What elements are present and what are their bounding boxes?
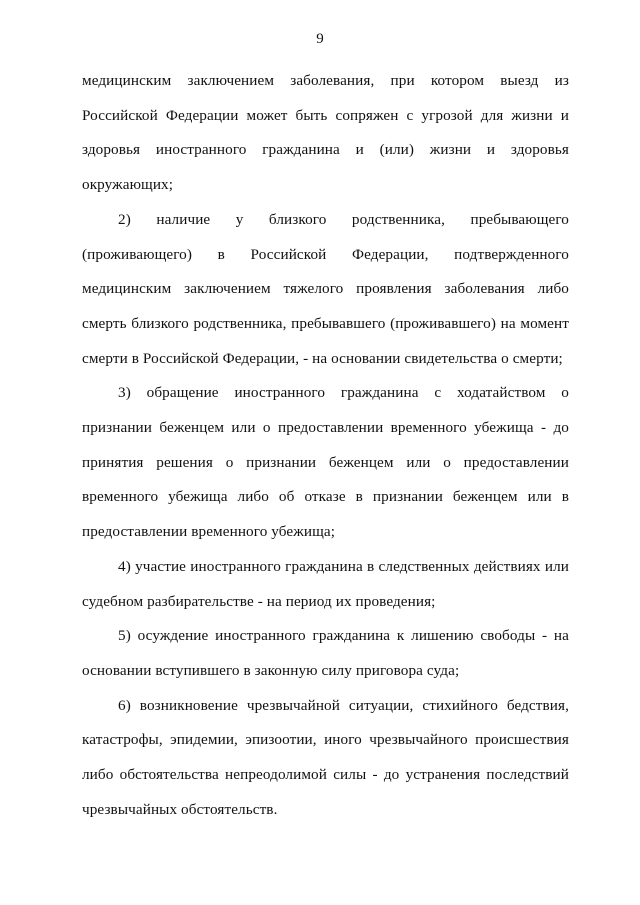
page-number: 9 [316, 31, 324, 47]
paragraph-item-6: 6) возникновение чрезвычайной ситуации, стихийного бедствия, катастрофы, эпидемии, эпизоотии, иного чрезвычайного происшествия либо обстоятельства непреодолимой силы - до устранения последствий чрезвычайных обстоятельств. [82, 696, 569, 818]
paragraph-item-4: 4) участие иностранного гражданина в следственных действиях или судебном разбирательстве - на период их проведения; [82, 557, 569, 610]
document-body [82, 64, 569, 827]
paragraph-continuation: медицинским заключением заболевания, при котором выезд из Российской Федерации может быть сопряжен с угрозой для жизни и здоровья иностранного гражданина и (или) жизни и здоровья окружающих; [82, 72, 569, 194]
paragraph-item-3: 3) обращение иностранного гражданина с ходатайством о признании беженцем или о предоставлении временного убежища - до принятия решения о признании беженцем или о предоставлении временного убежища либо об отказе в признании беженцем или в предоставлении временного убежища; [82, 384, 569, 541]
paragraph-item-2: 2) наличие у близкого родственника, пребывающего (проживающего) в Российской Федерации, подтвержденного медицинским заключением тяжелого проявления заболевания либо смерть близкого родственника, пребывавшего (проживавшего) на момент смерти в Российской Федерации, - на основании свидетельства о смерти; [82, 210, 569, 367]
paragraph-item-5: 5) осуждение иностранного гражданина к лишению свободы - на основании вступившего в законную силу приговора суда; [82, 627, 569, 679]
